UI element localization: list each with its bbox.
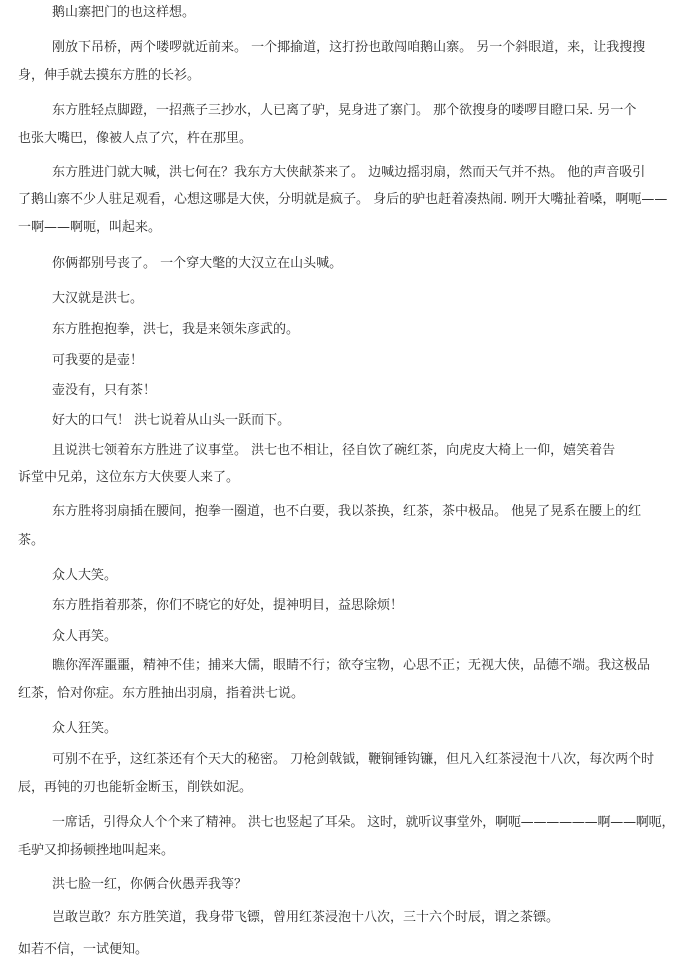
text-line: 可别不在乎，这红茶还有个天大的秘密。 刀枪剑戟钺，鞭锏锤钩镰，但凡入红茶浸泡十八次，每次两个时 <box>52 752 655 767</box>
text-line: 你俩都别号丧了。 一个穿大氅的大汉立在山头喊。 <box>52 256 343 271</box>
text-line: 瞧你浑浑噩噩，精神不佳；捕来大儒，眼睛不行；欲夺宝物，心思不正；无视大侠，品德不端。我这极品 <box>52 658 651 673</box>
text-line: 东方胜指着那茶，你们不晓它的好处，提神明目，益思除烦！ <box>52 598 404 613</box>
text-line: 如若不信，一试便知。 <box>18 942 149 957</box>
text-line: 岂敢岂敢？东方胜笑道，我身带飞镖，曾用红茶浸泡十八次，三十六个时辰，谓之茶镖。 <box>52 910 560 925</box>
text-line: 众人狂笑。 <box>52 721 118 736</box>
text-line: 了鹅山寨不少人驻足观看，心想这哪是大侠，分明就是疯子。 身后的驴也赶着凑热闹. 咧开大嘴扯着嗓，啊呃—— <box>18 192 668 207</box>
text-line: 可我要的是壶！ <box>52 353 144 368</box>
text-line: 身，伸手就去摸东方胜的长衫。 <box>18 68 201 83</box>
text-line: 众人再笑。 <box>52 629 118 644</box>
text-line: 茶。 <box>18 533 45 548</box>
text-line: 诉堂中兄弟，这位东方大侠要人来了。 <box>18 470 240 485</box>
text-line: 东方胜将羽扇插在腰间，抱拳一圈道，也不白要，我以茶换，红茶，茶中极品。 他晃了晃系在腰上的红 <box>52 504 642 519</box>
text-line: 刚放下吊桥，两个喽啰就近前来。 一个揶揄道，这打扮也敢闯咱鹅山寨。 另一个斜眼道，来，让我搜搜 <box>52 40 646 55</box>
text-line: 且说洪七领着东方胜进了议事堂。 洪七也不相让，径自饮了碗红茶，向虎皮大椅上一仰，嬉笑着告 <box>52 443 616 458</box>
text-line: 洪七脸一红，你俩合伙愚弄我等？ <box>52 877 248 892</box>
text-line: 壶没有，只有茶！ <box>52 383 157 398</box>
text-line: 东方胜轻点脚蹬，一招燕子三抄水，人已离了驴，晃身进了寨门。 那个欲搜身的喽啰目瞪口呆. 另一个 <box>52 103 637 118</box>
text-line: 好大的口气！ 洪七说着从山头一跃而下。 <box>52 413 291 428</box>
text-line: 红茶，恰对你症。东方胜抽出羽扇，指着洪七说。 <box>18 686 305 701</box>
text-line: 东方胜进门就大喊，洪七何在？我东方大侠献茶来了。 边喊边摇羽扇，然而天气并不热。 他的声音吸引 <box>52 165 646 180</box>
text-line: 毛驴又抑扬顿挫地叫起来。 <box>18 843 175 858</box>
text-line: 众人大笑。 <box>52 568 118 583</box>
text-line: 一席话，引得众人个个来了精神。 洪七也竖起了耳朵。 这时，就听议事堂外，啊呃——————啊——啊呃， <box>52 815 675 830</box>
text-line: 也张大嘴巴，像被人点了穴，杵在那里。 <box>18 131 253 146</box>
text-line: 大汉就是洪七。 <box>52 291 144 306</box>
text-line: 东方胜抱抱拳，洪七，我是来领朱彦武的。 <box>52 322 300 337</box>
text-line: 一啊——啊呃，叫起来。 <box>18 220 162 235</box>
text-line: 辰，再钝的刃也能斩金断玉，削铁如泥。 <box>18 780 253 795</box>
text-line: 鹅山寨把门的也这样想。 <box>52 5 196 20</box>
